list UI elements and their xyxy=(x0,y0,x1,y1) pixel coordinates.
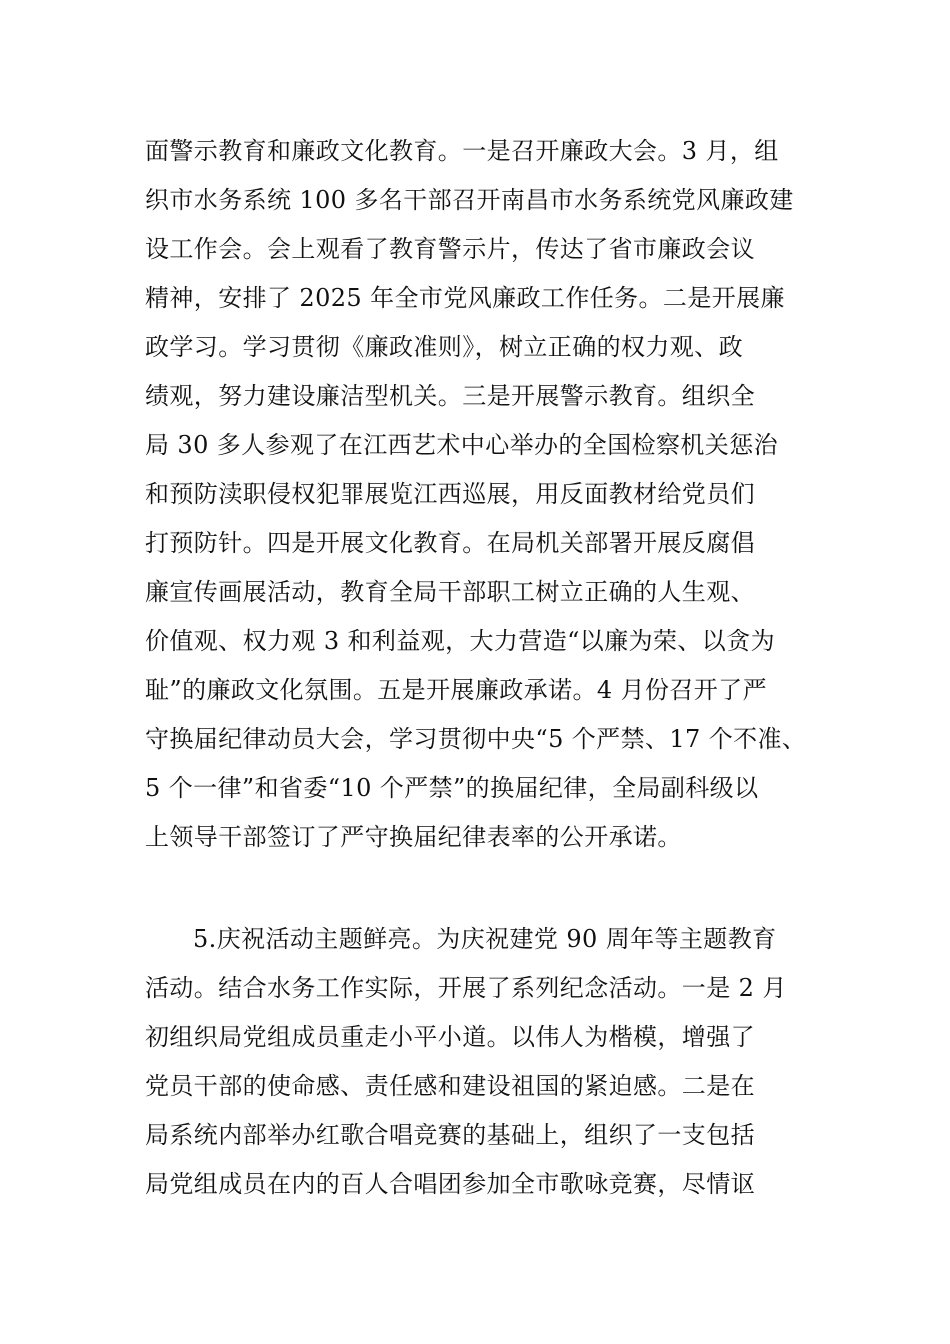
paragraph-1-line-1: 面警示教育和廉政文化教育。一是召开廉政大会。3 月，组 xyxy=(145,137,779,165)
paragraph-2-line-1: 5.庆祝活动主题鲜亮。为庆祝建党 90 周年等主题教育 xyxy=(193,925,777,953)
paragraph-1-line-13: 守换届纪律动员大会，学习贯彻中央“5 个严禁、17 个不准、 xyxy=(145,725,807,753)
paragraph-1-line-12: 耻”的廉政文化氛围。五是开展廉政承诺。4 月份召开了严 xyxy=(145,676,767,704)
paragraph-1-line-9: 打预防针。四是开展文化教育。在局机关部署开展反腐倡 xyxy=(145,529,755,557)
paragraph-1-line-11: 价值观、权力观 3 和利益观，大力营造“以廉为荣、以贪为 xyxy=(145,627,775,655)
paragraph-1-line-2: 织市水务系统 100 多名干部召开南昌市水务系统党风廉政建 xyxy=(145,186,794,214)
paragraph-1-line-6: 绩观，努力建设廉洁型机关。三是开展警示教育。组织全 xyxy=(145,382,755,410)
paragraph-2-line-2: 活动。结合水务工作实际，开展了系列纪念活动。一是 2 月 xyxy=(145,974,787,1002)
paragraph-1-line-5: 政学习。学习贯彻《廉政准则》，树立正确的权力观、政 xyxy=(145,333,743,361)
paragraph-1-line-7: 局 30 多人参观了在江西艺术中心举办的全国检察机关惩治 xyxy=(145,431,778,459)
paragraph-1-line-14: 5 个一律”和省委“10 个严禁”的换届纪律，全局副科级以 xyxy=(145,774,759,802)
paragraph-1-line-10: 廉宣传画展活动，教育全局干部职工树立正确的人生观、 xyxy=(145,578,755,606)
paragraph-1-line-3: 设工作会。会上观看了教育警示片，传达了省市廉政会议 xyxy=(145,235,755,263)
paragraph-2-line-5: 局系统内部举办红歌合唱竞赛的基础上，组织了一支包括 xyxy=(145,1121,755,1149)
paragraph-2-line-3: 初组织局党组成员重走小平小道。以伟人为楷模，增强了 xyxy=(145,1023,755,1051)
paragraph-2-line-4: 党员干部的使命感、责任感和建设祖国的紧迫感。二是在 xyxy=(145,1072,755,1100)
paragraph-2-line-6: 局党组成员在内的百人合唱团参加全市歌咏竞赛，尽情讴 xyxy=(145,1170,755,1198)
paragraph-1-line-15: 上领导干部签订了严守换届纪律表率的公开承诺。 xyxy=(145,823,682,851)
paragraph-1-line-4: 精神，安排了 2025 年全市党风廉政工作任务。二是开展廉 xyxy=(145,284,785,312)
paragraph-1-line-8: 和预防渎职侵权犯罪展览江西巡展，用反面教材给党员们 xyxy=(145,480,755,508)
